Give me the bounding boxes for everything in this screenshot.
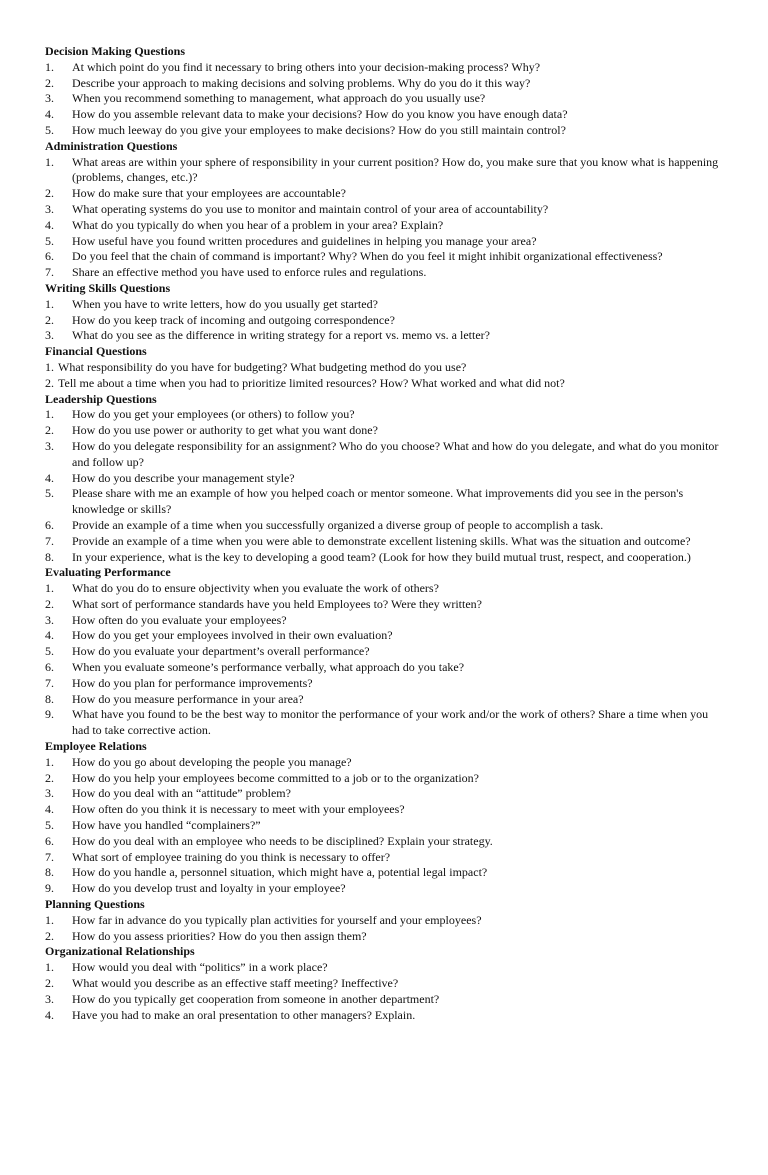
question-number: 1. — [45, 59, 54, 74]
question-item — [45, 407, 725, 423]
question-text: How do you plan for performance improvements? — [72, 675, 313, 690]
question-text: How do you keep track of incoming and outgoing correspondence? — [72, 312, 395, 327]
question-number: 5. — [45, 486, 54, 501]
question-item — [45, 755, 725, 771]
question-text: How do you measure performance in your area? — [72, 691, 304, 706]
question-number: 8. — [45, 691, 54, 706]
section — [45, 44, 725, 139]
question-text: When you evaluate someone’s performance verbally, what approach do you take? — [72, 660, 465, 675]
question-item — [45, 1008, 725, 1024]
question-item — [45, 771, 725, 787]
question-text: What do you typically do when you hear of a problem in your area? Explain? — [72, 217, 444, 232]
question-item — [45, 265, 725, 281]
question-item — [45, 550, 725, 566]
question-text: How do you develop trust and loyalty in your employee? — [72, 881, 346, 896]
section — [45, 281, 725, 344]
question-number: 2. — [45, 75, 54, 90]
question-number: 6. — [45, 660, 54, 675]
question-text: What sort of performance standards have you held Employees to? Were they written? — [72, 596, 482, 611]
question-item — [45, 155, 725, 187]
question-item — [45, 676, 725, 692]
question-text: How far in advance do you typically plan activities for yourself and your employees? — [72, 912, 482, 927]
question-text: When you have to write letters, how do you usually get started? — [72, 296, 378, 311]
question-number: 2. — [45, 770, 54, 785]
question-text: What areas are within your sphere of responsibility in your current position? How do, you make sure that you know what is happening (problems, changes, etc.)? — [72, 154, 719, 185]
question-item — [45, 976, 725, 992]
question-number: 4. — [45, 1007, 54, 1022]
section-heading: Employee Relations — [45, 739, 147, 754]
question-text: How do you deal with an employee who needs to be disciplined? Explain your strategy. — [72, 833, 493, 848]
question-number: 3. — [45, 438, 54, 453]
question-text: How do you delegate responsibility for an assignment? Who do you choose? What and how do you delegate, and what do you monitor and follow up? — [72, 438, 719, 469]
question-number: 4. — [45, 217, 54, 232]
question-item — [45, 613, 725, 629]
question-number: 2. — [45, 596, 54, 611]
question-item — [45, 992, 725, 1008]
question-text: Share an effective method you have used to enforce rules and regulations. — [72, 265, 427, 280]
section-heading: Writing Skills Questions — [45, 280, 171, 295]
section — [45, 944, 725, 1023]
question-number: 7. — [45, 849, 54, 864]
section — [45, 565, 725, 739]
question-text: How do you describe your management style? — [72, 470, 295, 485]
question-item — [45, 91, 725, 107]
question-item — [45, 186, 725, 202]
question-number: 6. — [45, 249, 54, 264]
question-number: 1. — [45, 912, 54, 927]
question-number: 9. — [45, 707, 54, 722]
question-number: 1. — [45, 407, 54, 422]
document-body — [45, 44, 725, 1023]
question-item — [45, 471, 725, 487]
question-number: 6. — [45, 517, 54, 532]
question-item — [45, 202, 725, 218]
section-heading: Planning Questions — [45, 897, 145, 912]
question-text: In your experience, what is the key to developing a good team? (Look for how they build mutual trust, respect, and cooperation.) — [72, 549, 691, 564]
question-number: 1. — [45, 154, 54, 169]
question-number: 1. — [45, 960, 54, 975]
section — [45, 139, 725, 281]
question-item — [45, 786, 725, 802]
question-text: What do you see as the difference in writing strategy for a report vs. memo vs. a letter? — [72, 328, 490, 343]
question-text: What have you found to be the best way to monitor the performance of your work and/or the work of others? Share a time when you had to take corrective action. — [72, 707, 709, 738]
question-text: Do you feel that the chain of command is important? Why? When do you feel it might inhibit organizational effectiveness? — [72, 249, 663, 264]
section — [45, 897, 725, 944]
question-item — [45, 218, 725, 234]
question-text: How do you deal with an “attitude” problem? — [72, 786, 291, 801]
question-text: How often do you evaluate your employees? — [72, 612, 287, 627]
question-text: What would you describe as an effective staff meeting? Ineffective? — [72, 976, 399, 991]
question-number: 8. — [45, 865, 54, 880]
question-item — [45, 518, 725, 534]
question-item — [45, 818, 725, 834]
question-text: How do you evaluate your department’s overall performance? — [72, 644, 370, 659]
question-number: 2. — [45, 928, 54, 943]
question-text: How do you assess priorities? How do you then assign them? — [72, 928, 367, 943]
question-item — [45, 960, 725, 976]
question-item — [45, 486, 725, 518]
question-item — [45, 249, 725, 265]
question-number: 2. — [45, 375, 54, 390]
section — [45, 392, 725, 566]
question-number: 4. — [45, 107, 54, 122]
question-text: How would you deal with “politics” in a work place? — [72, 960, 328, 975]
question-text: What do you do to ensure objectivity when you evaluate the work of others? — [72, 581, 439, 596]
question-text: Tell me about a time when you had to prioritize limited resources? How? What worked and what did not? — [58, 375, 565, 390]
question-item — [45, 439, 725, 471]
question-item — [45, 929, 725, 945]
question-text: How do you get your employees (or others) to follow you? — [72, 407, 355, 422]
question-item — [45, 581, 725, 597]
question-number: 9. — [45, 881, 54, 896]
question-item — [45, 376, 725, 392]
question-text: How often do you think it is necessary to meet with your employees? — [72, 802, 405, 817]
question-item — [45, 423, 725, 439]
question-item — [45, 865, 725, 881]
section-heading: Decision Making Questions — [45, 44, 186, 58]
question-number: 5. — [45, 644, 54, 659]
question-item — [45, 707, 725, 739]
section — [45, 344, 725, 391]
question-text: How do you assemble relevant data to make your decisions? How do you know you have enough data? — [72, 107, 568, 122]
question-text: How do you typically get cooperation from someone in another department? — [72, 991, 440, 1006]
question-item — [45, 234, 725, 250]
question-text: Please share with me an example of how you helped coach or mentor someone. What improvements did you see in the person's knowledge or skills? — [72, 486, 684, 517]
question-text: Provide an example of a time when you successfully organized a diverse group of people to accomplish a task. — [72, 517, 604, 532]
question-text: How do you handle a, personnel situation, which might have a, potential legal impact? — [72, 865, 488, 880]
section-heading: Evaluating Performance — [45, 565, 171, 580]
question-item — [45, 360, 725, 376]
question-item — [45, 534, 725, 550]
question-number: 5. — [45, 233, 54, 248]
question-number: 1. — [45, 581, 54, 596]
question-text: When you recommend something to management, what approach do you usually use? — [72, 91, 486, 106]
question-number: 3. — [45, 91, 54, 106]
question-item — [45, 628, 725, 644]
question-text: How much leeway do you give your employees to make decisions? How do you still maintain control? — [72, 122, 566, 137]
question-item — [45, 328, 725, 344]
section-heading: Administration Questions — [45, 138, 178, 153]
section — [45, 739, 725, 897]
question-item — [45, 60, 725, 76]
question-number: 4. — [45, 628, 54, 643]
question-text: What responsibility do you have for budgeting? What budgeting method do you use? — [58, 359, 467, 374]
section-heading: Leadership Questions — [45, 391, 157, 406]
question-number: 3. — [45, 328, 54, 343]
question-number: 2. — [45, 423, 54, 438]
question-text: How do you use power or authority to get what you want done? — [72, 423, 378, 438]
question-text: At which point do you find it necessary to bring others into your decision-making process? Why? — [72, 59, 541, 74]
question-number: 7. — [45, 265, 54, 280]
question-text: How do you get your employees involved in their own evaluation? — [72, 628, 393, 643]
question-item — [45, 692, 725, 708]
question-number: 3. — [45, 786, 54, 801]
question-item — [45, 913, 725, 929]
question-item — [45, 850, 725, 866]
question-number: 4. — [45, 470, 54, 485]
question-text: Describe your approach to making decisions and solving problems. Why do you do it this way? — [72, 75, 531, 90]
question-item — [45, 297, 725, 313]
question-item — [45, 313, 725, 329]
question-item — [45, 123, 725, 139]
question-item — [45, 76, 725, 92]
question-text: How have you handled “complainers?” — [72, 818, 261, 833]
question-text: How do you go about developing the people you manage? — [72, 754, 352, 769]
question-number: 2. — [45, 976, 54, 991]
question-item — [45, 802, 725, 818]
question-number: 7. — [45, 675, 54, 690]
question-number: 4. — [45, 802, 54, 817]
question-text: Provide an example of a time when you were able to demonstrate excellent listening skills. What was the situation and outcome? — [72, 533, 691, 548]
question-text: What operating systems do you use to monitor and maintain control of your area of accountability? — [72, 201, 549, 216]
question-number: 3. — [45, 991, 54, 1006]
question-text: How do you help your employees become committed to a job or to the organization? — [72, 770, 480, 785]
question-item — [45, 597, 725, 613]
question-number: 1. — [45, 754, 54, 769]
question-text: How useful have you found written procedures and guidelines in helping you manage your area? — [72, 233, 537, 248]
question-item — [45, 881, 725, 897]
question-text: What sort of employee training do you think is necessary to offer? — [72, 849, 391, 864]
question-item — [45, 660, 725, 676]
question-number: 2. — [45, 312, 54, 327]
question-number: 7. — [45, 533, 54, 548]
section-heading: Financial Questions — [45, 344, 147, 359]
question-number: 1. — [45, 359, 54, 374]
question-item — [45, 644, 725, 660]
question-number: 2. — [45, 186, 54, 201]
question-number: 3. — [45, 201, 54, 216]
section-heading: Organizational Relationships — [45, 944, 195, 959]
question-text: How do make sure that your employees are accountable? — [72, 186, 346, 201]
question-number: 6. — [45, 833, 54, 848]
question-number: 5. — [45, 122, 54, 137]
question-number: 8. — [45, 549, 54, 564]
question-item — [45, 107, 725, 123]
question-number: 3. — [45, 612, 54, 627]
question-number: 1. — [45, 296, 54, 311]
question-number: 5. — [45, 818, 54, 833]
question-text: Have you had to make an oral presentation to other managers? Explain. — [72, 1007, 416, 1022]
question-item — [45, 834, 725, 850]
